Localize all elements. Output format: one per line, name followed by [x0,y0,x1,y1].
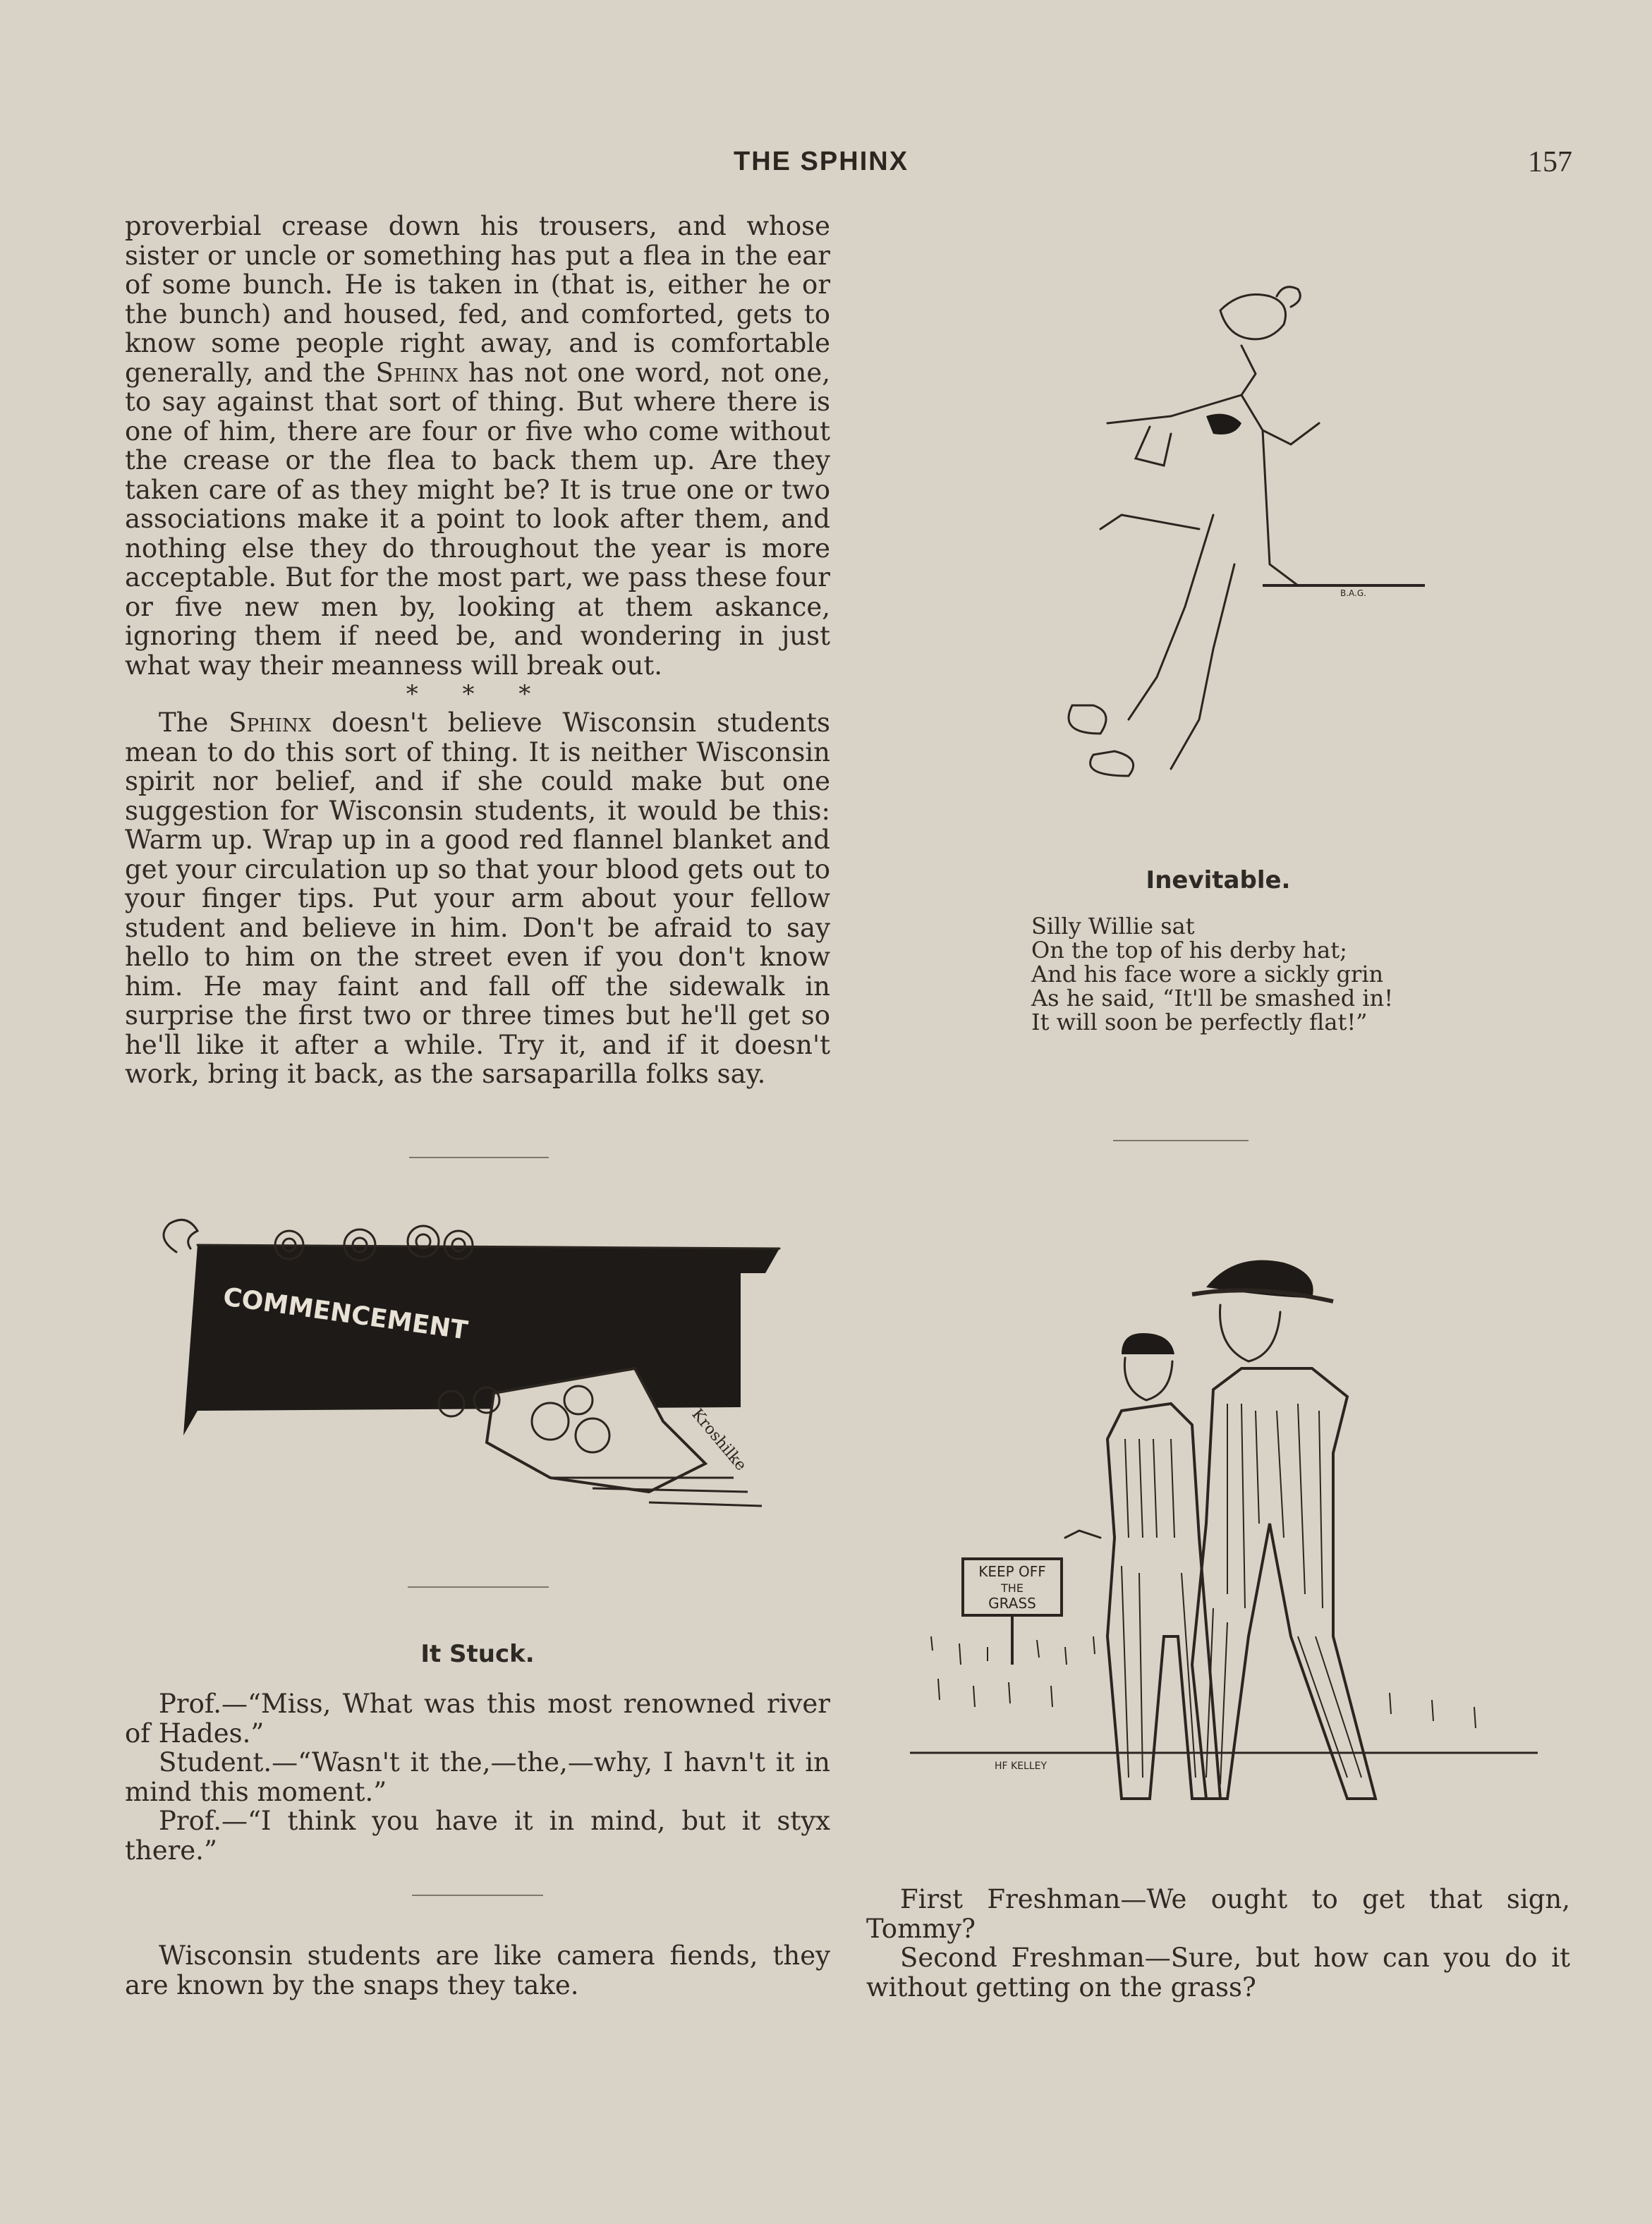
article-paragraph-1: proverbial crease down his trousers, and whose sister or uncle or something has put a flea in the ear of some bunch. He is taken in (that is, either he or the bunch) and housed, fed, and comforted, gets to know some people right away, and is comfortable generally, and the Sphinx has not one word, not one, to say against that sort of thing. But where there is one of him, there are four or five who come without the crease or the flea to back them up. Are they taken care of as they might be? It is true one or two associations make it a point to look after them, and nothing else they do throughout the year is more acceptable. But for the most part, we pass these four or five new men by, looking at them askance, ignoring them if need be, and wondering in just what way their meanness will break out. [125,211,830,681]
sphinx-name: Sphinx [375,357,458,388]
commencement-banner-illustration [155,1210,790,1534]
freshmen-cartoon-illustration [896,1241,1552,1848]
it-stuck-section [125,1640,830,1865]
divider-rule [409,1157,549,1158]
inevitable-section [866,866,1570,894]
commencement-text: COMMENCEMENT [221,1282,470,1346]
dialogue-line: First Freshman—We ought to get that sign, Tommy? [866,1884,1570,1944]
running-head: THE SPHINX [734,147,909,176]
divider-rule [1113,1140,1249,1141]
closing-section [125,1941,830,2000]
closing-paragraph: Wisconsin students are like camera fiends, they are known by the snaps they take. [125,1940,830,2000]
willie-illustration [1030,282,1425,790]
verse-line: Silly Willie sat [1031,913,1195,940]
dialogue-line: Prof.—“I think you have it in mind, but it styx there.” [125,1806,830,1866]
artist-signature: Kroshilke [688,1405,750,1475]
dialogue-line: Student.—“Wasn't it the,—the,—why, I havn't it in mind this moment.” [125,1747,830,1807]
inevitable-verse [1031,914,1393,1034]
sign-line-3: GRASS [988,1595,1036,1612]
sign-line-1: KEEP OFF [978,1563,1046,1580]
cartoonist-signature: HF KELLEY [995,1761,1047,1772]
page-number: 157 [1528,146,1572,178]
verse-line: On the top of his derby hat; [1031,937,1347,964]
dialogue-line: Prof.—“Miss, What was this most renowned river of Hades.” [125,1689,830,1749]
illustrator-initials: B.A.G. [1340,588,1366,598]
verse-line: It will soon be perfectly flat!” [1031,1009,1368,1035]
verse-line: And his face wore a sickly grin [1031,961,1384,988]
divider-rule [408,1586,549,1588]
freshmen-dialogue [866,1885,1570,2002]
it-stuck-heading: It Stuck. [420,1640,535,1668]
article-paragraph-2: The Sphinx doesn't believe Wisconsin students mean to do this sort of thing. It is neither Wisconsin spirit nor belief, and if she could make but one suggestion for Wisconsin students, it would be this: Warm up. Wrap up in a good red flannel blanket and get your circulation up so that your blood gets out to your finger tips. Put your arm about your fellow student and believe in him. Don't be afraid to say hello to him on the street even if you don't know him. He may faint and fall off the sidewalk in surprise the first two or three times but he'll get so he'll like it after a while. Try it, and if it doesn't work, bring it back, as the sarsaparilla folks say. [125,707,830,1089]
verse-line: As he said, “It'll be smashed in! [1031,985,1394,1011]
sign-line-2: THE [1001,1581,1024,1595]
divider-rule [412,1895,543,1896]
sphinx-name: Sphinx [229,707,312,738]
section-break-asterisms: * * * [406,680,549,708]
inevitable-heading: Inevitable. [1146,866,1291,894]
dialogue-line: Second Freshman—Sure, but how can you do it without getting on the grass? [866,1943,1570,2003]
left-column [125,212,830,1089]
